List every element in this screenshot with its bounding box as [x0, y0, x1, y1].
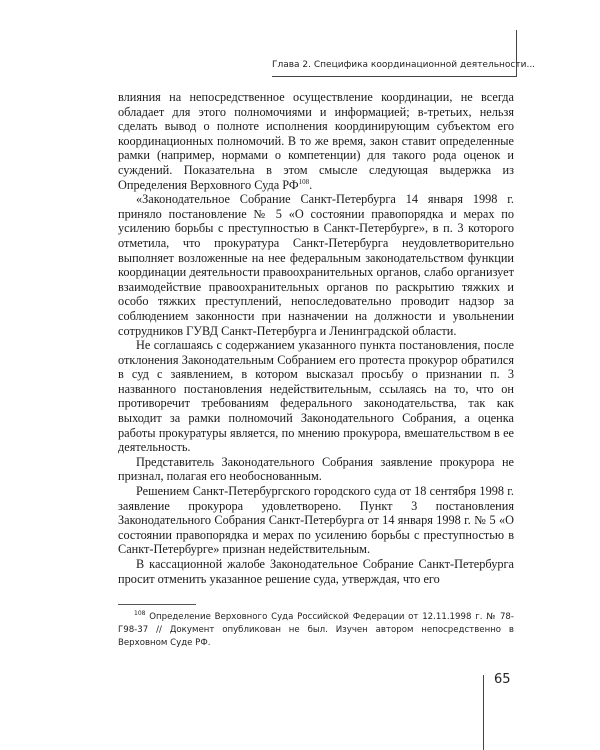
paragraph-2: «Законодательное Собрание Санкт-Петербурга 14 января 1998 г. приняло постановление № 5 «О состоянии правопорядка и мерах по усилению борьбы с преступностью в Санкт-Петербурге», в п. 3 которого отметила, что прокуратура Санкт-Петербурга неудовлетворительно выполняет возложенные на нее федеральным законодательством функции координации деятельности правоохранительных органов, слабо организует взаимодействие правоохранительных органов по раскрытию тяжких и особо тяжких преступлений, непоследовательно проводит надзор за соблюдением законности при назначении на должности и увольнении сотрудников ГУВД Санкт-Петербурга и Ленинградской области. [118, 192, 514, 338]
paragraph-6: В кассационной жалобе Законодательное Собрание Санкт-Петербурга просит отменить указанное решение суда, утверждая, что его [118, 557, 514, 586]
footnote [118, 611, 514, 650]
paragraph-5: Решением Санкт-Петербургского городского суда от 18 сентября 1998 г. заявление прокурора удовлетворено. Пункт 3 постановления Законодательного Собрания Санкт-Петербурга от 14 января 1998 г. № 5 «О состоянии правопорядка и мерах по усилению борьбы с преступностью в Санкт-Петербурге» признан недействительным. [118, 484, 514, 557]
footnote-separator [118, 604, 196, 605]
running-head: Глава 2. Специфика координационной деятельности... [272, 60, 536, 70]
paragraph-1: влияния на непосредственное осуществление координации, не всегда обладает для этого полномочиями и информацией; в-третьих, нельзя сделать вывод о полноте исполнения координирующим субъектом его координационных полномочий. В то же время, закон ставит определенные рамки (например, нормами о компетенции) для такого рода оценок и суждений. Показательна в этом смысле следующая выдержка из Определения Верховного Суда РФ$^{108}$. [118, 90, 514, 192]
paragraph-3: Не соглашаясь с содержанием указанного пункта постановления, после отклонения Законодательным Собранием его протеста прокурор обратился в суд с заявлением, в котором высказал просьбу о признании п. 3 названного постановления недействительным, ссылаясь на то, что он противоречит требованиям федерального законодательства, так как выходит за рамки полномочий Законодательного Собрания, а оценка работы прокуратуры является, по мнению прокурора, вмешательством в ее деятельность. [118, 338, 514, 455]
footnote-number: 108 [134, 610, 146, 618]
footnote-reference: 108 [298, 177, 310, 186]
paragraph-1-text: влияния на непосредственное осуществление координации, не всегда обладает для этого полномочиями и информацией; в-третьих, нельзя сделать вывод о полноте исполнения координирующим субъектом его координационных полномочий. В то же время, закон ставит определенные рамки (например, нормами о компетенции) для такого рода оценок и суждений. Показательна в этом смысле следующая выдержка из Определения Верховного Суда РФ [118, 90, 514, 192]
header-rule [272, 76, 517, 77]
page-number: 65 [494, 672, 511, 687]
paragraph-4: Представитель Законодательного Собрания заявление прокурора не признал, полагая его необоснованным. [118, 454, 514, 484]
footer-vertical-rule [483, 675, 484, 750]
footnote-text: Определение Верховного Суда Российской Федерации от 12.11.1998 г. № 78-Г98-37 // Документ опубликован не был. Изучен автором непосредственно в Верховном Суде РФ. [118, 612, 514, 648]
main-text [118, 90, 514, 586]
